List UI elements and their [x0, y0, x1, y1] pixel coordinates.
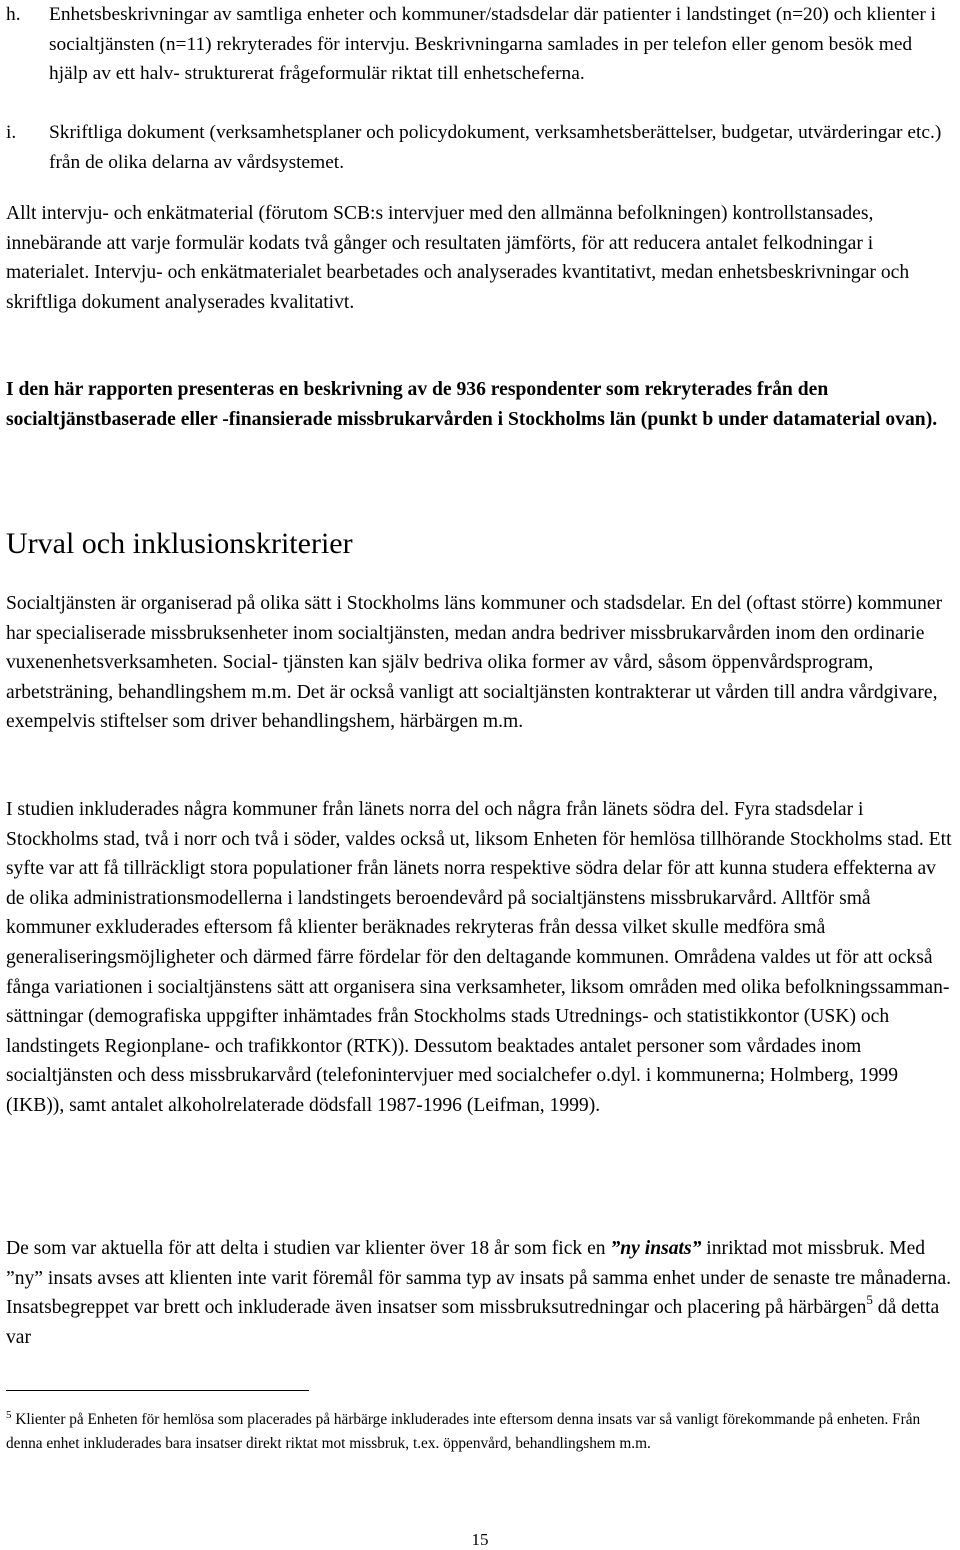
section-heading: Urval och inklusionskriterier — [6, 527, 353, 560]
footnote-text: Klienter på Enheten för hemlösa som placerades på härbärge inkluderades inte eftersom denna insats var så vanligt förekommande på enheten. Från denna enhet inkluderades bara insatser direkt riktat mot missbruk, t.ex. öppenvård, behandlingshem m.m. — [6, 1411, 921, 1452]
list-marker: h. — [6, 4, 21, 25]
paragraph-material-processing: Allt intervju- och enkätmaterial (förutom SCB:s intervjuer med den allmänna befolkningen) kontrollstansades, innebärande att varje formulär kodats två gånger och resultaten jämförts, för att reducera antalet felkodningar i materialet. Intervju- och enkätmaterialet bearbetades och analyserades kvantitativt, medan enhetsbeskrivningar och skriftliga dokument analyserades kvalitativt. — [6, 203, 910, 313]
paragraph-study-selection: I studien inkluderades några kommuner från länets norra del och några från länets södra del. Fyra stadsdelar i Stockholms stad, två i norr och två i söder, valdes också ut, liksom Enheten för hemlösa tillhörande Stockholms stad. Ett syfte var att få tillräckligt stora populationer från länets norra respektive södra delar för att kunna studera effekterna av de olika administrationsmodellerna i landstingets beroendevård på socialtjänstens missbrukarvård. Alltför små kommuner exkluderades eftersom få klienter beräknades rekryteras från dessa vilket skulle medföra små generaliseringsmöjligheter och därmed färre fördelar för den deltagande kommunen. Områdena valdes ut för att också fånga variationen i socialtjänstens sätt att organisera sina verksamheter, liksom områden med olika befolkningssamman- sättningar (demografiska uppgifter inhämtades från Stockholms stads Utrednings- och statistikkontor (USK) och landstingets Regionplane- och trafikkontor (RTK)). Dessutom beaktades antalet personer som vårdades inom socialtjänsten och dess missbrukarvård (telefonintervjuer med socialchefer o.dyl. i kommunerna; Holmberg, 1999 (IKB)), samt antalet alkoholrelaterade dödsfall 1987-1996 (Leifman, 1999). — [6, 799, 952, 1116]
paragraph-report-summary: I den här rapporten presenteras en beskrivning av de 936 respondenter som rekryterades från den socialtjänstbaserade eller -finansierade missbrukarvården i Stockholms län (punkt b under datamaterial ovan). — [6, 379, 938, 430]
inclusion-text-part1: De som var aktuella för att delta i studien var klienter över 18 år som fick en — [6, 1238, 611, 1259]
list-item-text: Enhetsbeskrivningar av samtliga enheter och kommuner/stadsdelar där patienter i landstinget (n=20) och klienter i socialtjänsten (n=11) rekryterades för intervju. Beskrivningarna samlades in per telefon eller genom besök med hjälp av ett halv- strukturerat frågeformulär riktat till enhetscheferna. — [49, 4, 937, 84]
footnote — [6, 1408, 946, 1455]
page-number: 15 — [471, 1530, 489, 1549]
emphasis-new-intervention: ”ny insats” — [610, 1238, 702, 1259]
list-marker: i. — [6, 122, 17, 143]
inclusion-text-part2: inriktad mot missbruk. Med ”ny” insats avses att klienten inte varit föremål för samma typ av insats på samma enhet under de senaste tre månaderna. Insatsbegreppet var brett och inkluderade även insatser som missbruksutredningar och placering på härbärgen — [6, 1238, 952, 1319]
list-item-h — [6, 0, 954, 118]
paragraph-social-services-organization: Socialtjänsten är organiserad på olika sätt i Stockholms läns kommuner och stadsdelar. En del (oftast större) kommuner har specialiserade missbruksenheter inom socialtjänsten, medan andra bedriver missbrukarvården inom den ordinarie vuxenenhetsverksamheten. Social- tjänsten kan själv bedriva olika former av vård, såsom öppenvårdsprogram, arbetsträning, behandlingshem m.m. Det är också vanligt att socialtjänsten kontrakterar ut vården till andra vårdgivare, exempelvis stiftelser som driver behandlingshem, härbärgen m.m. — [6, 593, 943, 733]
footnote-divider — [6, 1390, 309, 1391]
inclusion-text-part3: då detta var — [6, 1297, 940, 1348]
list-item-text: Skriftliga dokument (verksamhetsplaner och policydokument, verksamhetsberättelser, budgetar, utvärderingar etc.) från de olika delarna av vårdsystemet. — [49, 122, 942, 173]
list-item-i — [6, 118, 954, 178]
paragraph-inclusion-criteria — [6, 1234, 956, 1352]
footnote-number: 5 — [6, 1409, 12, 1421]
footnote-reference: 5 — [866, 1292, 873, 1308]
